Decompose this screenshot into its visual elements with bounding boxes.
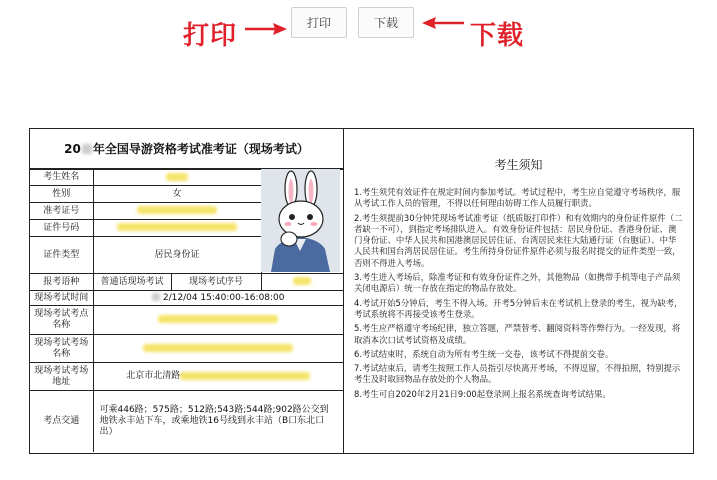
notice-item: 5.考生应严格遵守考场纪律，独立答题，严禁替考、翻阅资料等作弊行为。一经发现，将取消本次口试考试资格及成绩。 xyxy=(354,323,681,345)
notice-item: 4.考试开始5分钟后，考生不得入场。开考5分钟后未在考试机上登录的考生，视为缺考，考试系统将不再接受该考生登录。 xyxy=(354,297,683,319)
cert-number-value xyxy=(93,220,261,237)
print-annotation: 打印 xyxy=(183,21,238,51)
notice-item: 8.考生可自2020年2月21日9:00起登录网上报名系统查询考试结果。 xyxy=(354,388,611,399)
download-annotation: 下载 xyxy=(470,21,525,51)
address-label: 现场考试考场地址 xyxy=(30,363,93,391)
download-button[interactable]: 下载 xyxy=(358,7,414,38)
rabbit-sticker-icon xyxy=(261,169,340,272)
notice-item: 6.考试结束时，系统自动为所有考生统一交卷，该考试不得提前交卷。 xyxy=(354,348,614,359)
notice-title: 考生须知 xyxy=(494,158,543,172)
gender-label: 性别 xyxy=(30,186,93,203)
notice-item: 2.考生须提前30分钟凭现场考试准考证（纸质版打印件）和有效期内的身份证件原件（二者缺一不可），到指定考场排队进入。有效身份证件包括：居民身份证、香港身份证、澳门身份证、中华人民共和国港澳居民居住证、台湾居民来往大陆通行证（台胞证）、中华人民共和国台湾居民居住证。考生所持身份证件原件必须与报名时提交的证件类型一致，否则不得进入考场。 xyxy=(354,212,683,268)
admission-ticket xyxy=(29,128,694,454)
admission-number-label: 准考证号 xyxy=(30,203,93,220)
cert-number-label: 证件号码 xyxy=(30,220,93,237)
cert-type-value: 居民身份证 xyxy=(93,237,261,274)
print-arrow-icon xyxy=(243,22,289,36)
exam-time-value: 2/12/04 15:40:00-16:08:00 xyxy=(93,291,343,306)
ticket-title: 20 年全国导游资格考试准考证（现场考试） xyxy=(30,129,343,169)
candidate-photo xyxy=(261,169,340,272)
seat-number-value xyxy=(261,274,343,291)
cert-type-label: 证件类型 xyxy=(30,237,93,274)
admission-number-value xyxy=(93,203,261,220)
exam-time-label: 现场考试时间 xyxy=(30,291,93,306)
seat-number-label: 现场考试序号 xyxy=(171,274,261,291)
room-name-value xyxy=(93,335,343,363)
room-name-label: 现场考试考场名称 xyxy=(30,335,93,363)
notice-item: 3.考生进入考场后，除准考证和有效身份证件之外，其他物品（如携带手机等电子产品须关闭电源后）统一存放在指定的物品存放处。 xyxy=(354,272,681,294)
notice-panel xyxy=(344,129,693,453)
site-name-label: 现场考试考点名称 xyxy=(30,306,93,335)
download-arrow-icon xyxy=(420,16,466,30)
gender-value: 女 xyxy=(93,186,261,203)
print-button[interactable]: 打印 xyxy=(291,7,347,38)
notice-item: 7.考试结束后，请考生按照工作人员指引尽快离开考场，不得逗留，不得拍照，特别提示考生及时取回物品存放处的个人物品。 xyxy=(354,363,681,385)
language-label: 报考语种 xyxy=(30,274,93,291)
name-label: 考生姓名 xyxy=(30,170,93,186)
ticket-info-panel xyxy=(30,129,344,453)
notice-list xyxy=(354,187,683,400)
name-value xyxy=(93,170,261,186)
language-value: 普通话现场考试 xyxy=(93,274,171,291)
site-name-value xyxy=(93,306,343,335)
notice-item: 1.考生须凭有效证件在规定时间内参加考试。考试过程中，考生应自觉遵守考场秩序，服从考试工作人员的管理，不得以任何理由妨碍工作人员履行职责。 xyxy=(354,187,681,209)
address-value: 北京市北清路 xyxy=(93,363,343,391)
transport-value: 可乘446路；575路；512路;543路;544路;902路公交到地铁永丰站下车，或乘地铁16号线到永丰站（B口东北口出） xyxy=(93,391,343,452)
transport-label: 考点交通 xyxy=(30,391,93,452)
